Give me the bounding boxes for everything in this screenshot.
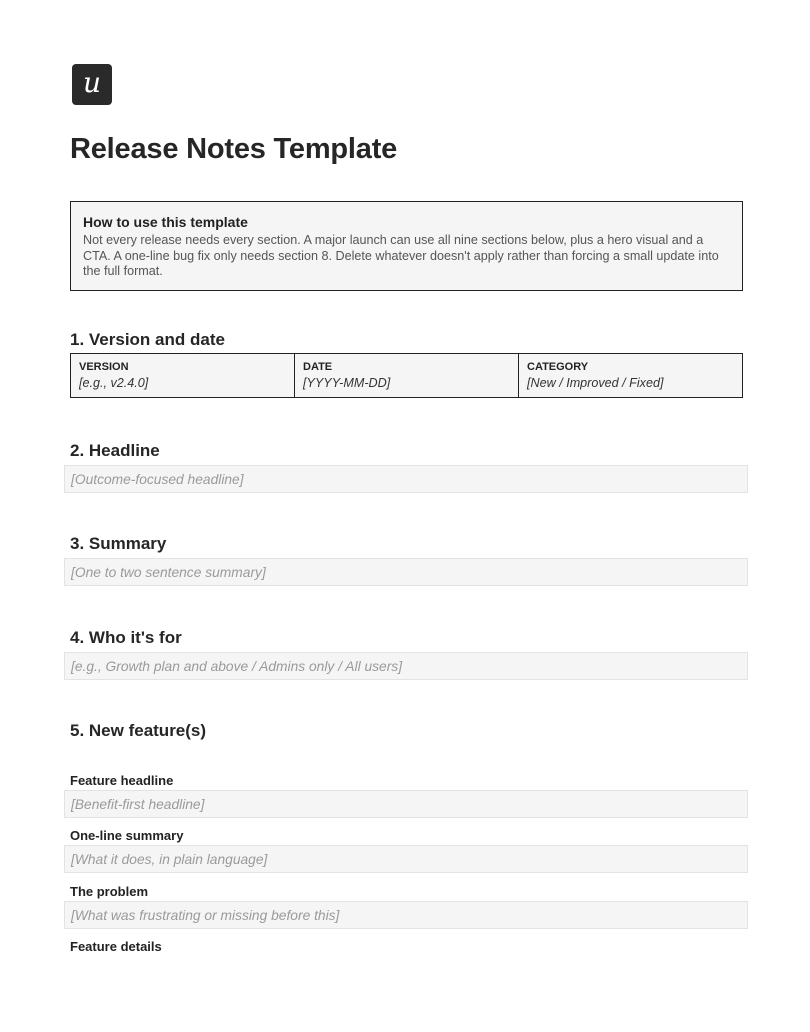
category-cell[interactable]	[519, 354, 742, 397]
audience-field[interactable]: [e.g., Growth plan and above / Admins only / All users]	[64, 652, 748, 680]
one-line-summary-label: One-line summary	[70, 828, 184, 843]
section-heading-audience: 4. Who it's for	[70, 628, 182, 647]
version-cell[interactable]	[71, 354, 295, 397]
headline-field[interactable]: [Outcome-focused headline]	[64, 465, 748, 493]
version-date-table	[70, 353, 743, 398]
one-line-summary-field[interactable]: [What it does, in plain language]	[64, 845, 748, 873]
version-label: VERSION	[79, 361, 129, 373]
page-title: Release Notes Template	[70, 133, 398, 165]
section-heading-new-features: 5. New feature(s)	[70, 721, 207, 740]
date-value: [YYYY-MM-DD]	[303, 376, 391, 390]
feature-details-label: Feature details	[70, 939, 162, 954]
date-cell[interactable]	[295, 354, 519, 397]
category-value: [New / Improved / Fixed]	[527, 376, 664, 390]
summary-field[interactable]: [One to two sentence summary]	[64, 558, 748, 586]
brand-logo: u	[72, 64, 112, 105]
category-label: CATEGORY	[527, 361, 589, 373]
how-to-title: How to use this template	[83, 214, 248, 230]
section-heading-headline: 2. Headline	[70, 441, 160, 460]
feature-headline-field[interactable]: [Benefit-first headline]	[64, 790, 748, 818]
section-heading-summary: 3. Summary	[70, 534, 167, 553]
version-value: [e.g., v2.4.0]	[79, 376, 149, 390]
how-to-body: Not every release needs every section. A major launch can use all nine sections below, plus a hero visual and a CTA. A one-line bug fix only needs section 8. Delete whatever doesn't apply rather than forcing a small update into the full format.	[83, 233, 719, 278]
section-heading-version-date: 1. Version and date	[70, 330, 225, 349]
feature-headline-label: Feature headline	[70, 773, 174, 788]
problem-field[interactable]: [What was frustrating or missing before this]	[64, 901, 748, 929]
how-to-callout	[70, 201, 743, 291]
date-label: DATE	[303, 361, 333, 373]
problem-label: The problem	[70, 884, 149, 899]
